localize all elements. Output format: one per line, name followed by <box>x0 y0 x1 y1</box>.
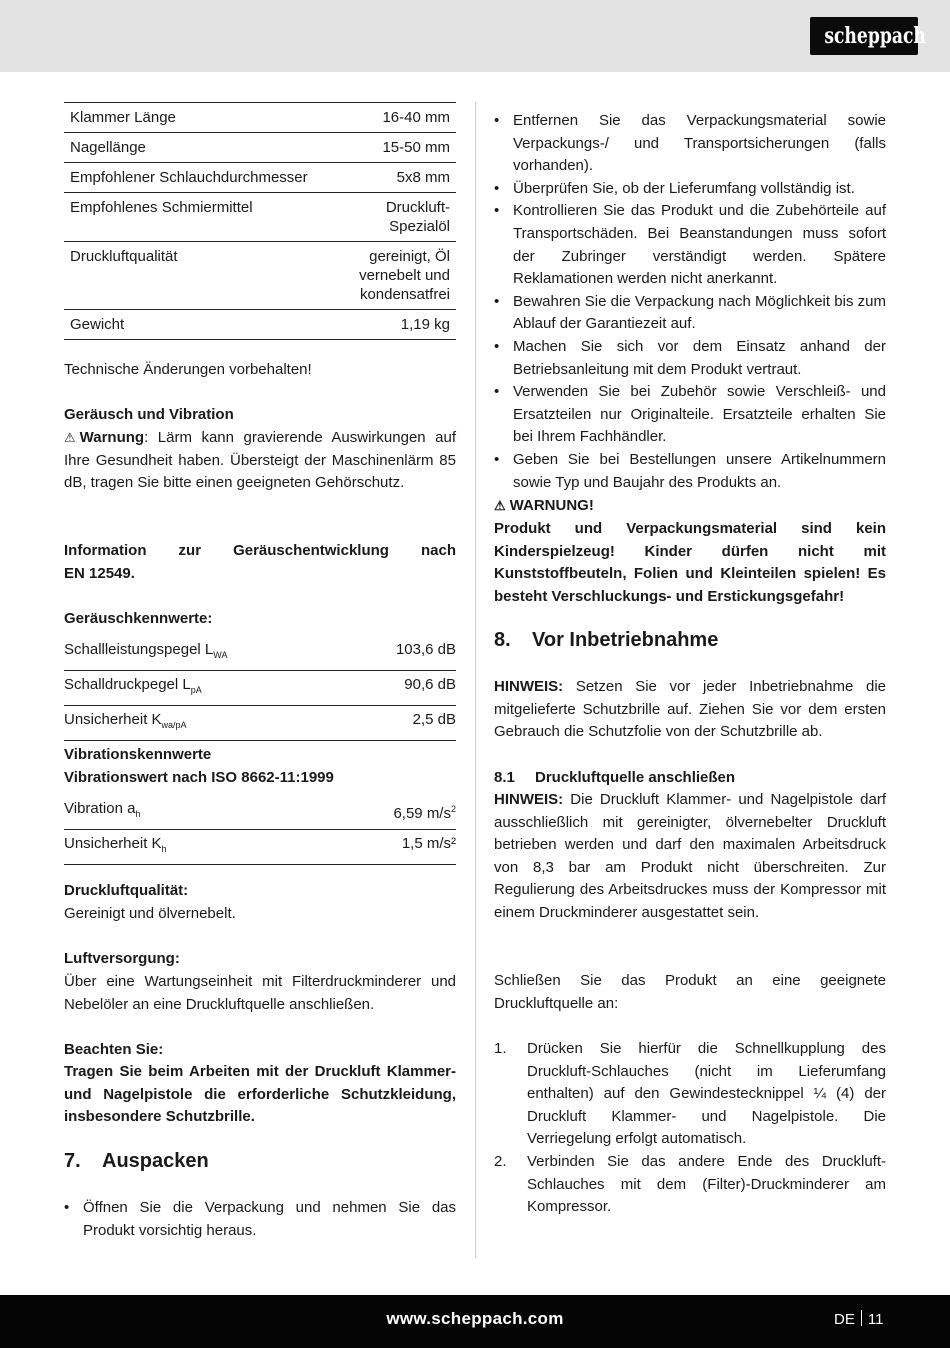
warning-text: Produkt und Verpackungsmaterial sind kein Kinderspielzeug! Kinder dürfen nicht mit Kunststoffbeuteln, Folien und Kleinteilen spielen! Es besteht Verschluckungs- und Erstickungsgefahr! <box>494 520 886 605</box>
spec-value: 1,19 kg <box>400 316 450 333</box>
spec-value: 16-40 mm <box>382 109 450 126</box>
spec-row <box>64 133 456 163</box>
vibration-label: Vibration $a_h$ <box>64 800 141 819</box>
spec-label: Nagellänge <box>70 139 146 156</box>
spec-row <box>64 242 456 310</box>
subsection-8-1-title: Druckluftquelle anschließen <box>535 769 736 786</box>
warning-title-text: WARNUNG! <box>509 497 594 514</box>
noise-warning <box>64 427 456 495</box>
noise-warning-label: Warnung <box>79 429 145 446</box>
air-quality-heading: Druckluftqualität: <box>64 882 189 899</box>
list-item: • Überprüfen Sie, ob der Lieferumfang vollständig ist. <box>494 178 886 201</box>
hint-2-text: Die Druckluft Klammer- und Nagelpistole darf ausschließlich mit gereinigter, ölvernebelter Druckluft betrieben werden und darf den maximalen Arbeitsdruck von 8,3 bar am Produkt nicht überschreiten. Zur Regulierung des Arbeitsdruckes muss der Kompressor mit einem Druckminderer ausgestattet sein. <box>494 791 886 921</box>
spec-value: Druckluft- Spezialöl <box>385 199 450 235</box>
step-item <box>494 1038 886 1151</box>
list-item: • Entfernen Sie das Verpackungsmaterial sowie Verpackungs-/ und Transportsicherungen (falls vorhanden). <box>494 110 886 178</box>
vibration-row <box>64 795 456 830</box>
section-8-heading <box>494 627 886 653</box>
list-item: • Kontrollieren Sie das Produkt und die Zubehörteile auf Transportschäden. Bei Beanstandungen muss sofort der Zubringer verständigt werden. Spätere Reklamationen werden nicht anerkannt. <box>494 200 886 290</box>
warning-triangle-icon: ⚠ <box>64 430 76 445</box>
noise-label: Schalldruckpegel $L_{pA}$ <box>64 676 202 695</box>
step-text: Drücken Sie hierfür die Schnellkupplung des Druckluft-Schlauches (nicht im Lieferumfang enthalten) auf den Gewindestecknippel ¼ (4) der Druckluft Klammer- und Nagelpistole. Die Verriegelung erfolgt automatisch. <box>527 1040 886 1148</box>
tech-note: Technische Änderungen vorbehalten! <box>64 361 312 378</box>
hint-2-label: HINWEIS: <box>494 791 564 808</box>
spec-value: 5x8 mm <box>396 169 450 186</box>
section-7-heading <box>64 1148 456 1174</box>
list-item: • Öffnen Sie die Verpackung und nehmen Sie das Produkt vorsichtig heraus. <box>64 1197 456 1242</box>
unpack-bullets <box>494 110 886 494</box>
unpack-list-wrap <box>494 110 886 494</box>
air-quality-text: Gereinigt und ölvernebelt. <box>64 905 236 922</box>
list-item: • Machen Sie sich vor dem Einsatz anhand der Betriebsanleitung mit dem Produkt vertraut. <box>494 336 886 381</box>
hint-1 <box>494 676 886 744</box>
vibration-row <box>64 830 456 865</box>
section-8-title: Vor Inbetriebnahme <box>532 629 719 651</box>
noise-value: 2,5 dB <box>412 711 456 728</box>
noise-row <box>64 636 456 671</box>
info-heading: Information zur Geräuschentwicklung nach EN 12549. <box>64 542 456 582</box>
brand-logo: scheppach <box>810 17 918 55</box>
hint-1-label: HINWEIS: <box>494 678 564 695</box>
section-7-list-wrap <box>64 1197 456 1242</box>
spec-row <box>64 310 456 340</box>
spec-row <box>64 163 456 193</box>
spec-label: Klammer Länge <box>70 109 176 126</box>
note-heading: Beachten Sie: <box>64 1041 164 1058</box>
vibration-value: 1,5 m/s² <box>401 835 456 852</box>
air-supply-heading: Luftversorgung: <box>64 950 180 967</box>
vib-heading-1: Vibrationskennwerte <box>64 746 212 763</box>
connect-intro: Schließen Sie das Produkt an eine geeignete Druckluftquelle an: <box>494 972 886 1012</box>
noise-row <box>64 671 456 706</box>
step-number: 1. <box>494 1040 507 1057</box>
spec-row <box>64 103 456 133</box>
vib-heading-2: Vibrationswert nach ISO 8662-11:1999 <box>64 769 334 786</box>
section-7-title: Auspacken <box>102 1150 209 1172</box>
vibration-value: 6,59 $m/s^2$ <box>393 804 456 822</box>
noise-heading: Geräusch und Vibration <box>64 406 234 423</box>
steps-wrap <box>494 1038 886 1219</box>
noise-row <box>64 706 456 741</box>
language-code: DE <box>834 1311 855 1328</box>
noise-values-heading: Geräuschkennwerte: <box>64 610 213 627</box>
vib-values-table <box>64 795 456 865</box>
vibration-label: Unsicherheit $K_h$ <box>64 835 167 854</box>
spec-row <box>64 193 456 242</box>
section-7-bullets <box>64 1197 456 1242</box>
footer-url[interactable]: www.scheppach.com <box>386 1309 564 1328</box>
spec-label: Empfohlener Schlauchdurchmesser <box>70 169 308 186</box>
noise-value: 90,6 dB <box>404 676 456 693</box>
page-divider <box>861 1310 862 1326</box>
section-8-number: 8. <box>494 629 511 651</box>
header-band <box>0 0 950 72</box>
hint-2 <box>494 789 886 925</box>
noise-label: Schallleistungspegel $L_{WA}$ <box>64 641 228 660</box>
noise-label: Unsicherheit $K_{wa/pA}$ <box>64 711 187 730</box>
section-7-number: 7. <box>64 1150 81 1172</box>
spec-label: Druckluftqualität <box>70 248 178 265</box>
hint-1-text: Setzen Sie vor jeder Inbetriebnahme die mitgelieferte Schutzbrille auf. Ziehen Sie vor dem ersten Gebrauch die Schutzfolie von der Schutzbrille ab. <box>494 678 886 741</box>
step-item <box>494 1151 886 1219</box>
column-divider <box>475 102 476 1258</box>
footer-bar <box>0 1295 950 1348</box>
subsection-8-1-number: 8.1 <box>494 769 515 786</box>
list-item: • Bewahren Sie die Verpackung nach Möglichkeit bis zum Ablauf der Garantiezeit auf. <box>494 291 886 336</box>
step-text: Verbinden Sie das andere Ende des Druckluft-Schlauches mit dem (Filter)-Druckminderer am Kompressor. <box>527 1152 886 1216</box>
subsection-8-1-heading <box>494 767 886 790</box>
noise-value: 103,6 dB <box>395 641 456 658</box>
page-indicator <box>834 1310 883 1328</box>
note-text: Tragen Sie beim Arbeiten mit der Druckluft Klammer- und Nagelpistole die erforderliche Schutzkleidung, insbesondere Schutzbrille. <box>64 1063 456 1126</box>
list-item: • Geben Sie bei Bestellungen unsere Artikelnummern sowie Typ und Baujahr des Produkts an. <box>494 449 886 494</box>
connect-steps <box>494 1038 886 1219</box>
warning-triangle-icon: ⚠ <box>494 498 506 513</box>
list-item: • Verwenden Sie bei Zubehör sowie Verschleiß- und Ersatzteilen nur Originalteile. Ersatzteile erhalten Sie bei Ihrem Fachhändler. <box>494 381 886 449</box>
spec-value: gereinigt, Öl vernebelt und kondensatfrei <box>359 248 450 303</box>
noise-values-table <box>64 636 456 741</box>
spec-table-wrap <box>64 102 456 340</box>
spec-table <box>64 102 456 340</box>
spec-value: 15-50 mm <box>382 139 450 156</box>
step-number: 2. <box>494 1152 507 1170</box>
spec-label: Empfohlenes Schmiermittel <box>70 199 253 216</box>
air-supply-text: Über eine Wartungseinheit mit Filterdruckminderer und Nebelöler an eine Druckluftquelle anschließen. <box>64 973 456 1013</box>
spec-label: Gewicht <box>70 316 125 333</box>
noise-warning-text: : Lärm kann gravierende Auswirkungen auf Ihre Gesundheit haben. Übersteigt der Maschinenlärm 85 dB, tragen Sie bitte einen geeigneten Gehörschutz. <box>64 429 456 492</box>
page-number: 11 <box>867 1311 884 1328</box>
warning-title <box>494 495 886 518</box>
